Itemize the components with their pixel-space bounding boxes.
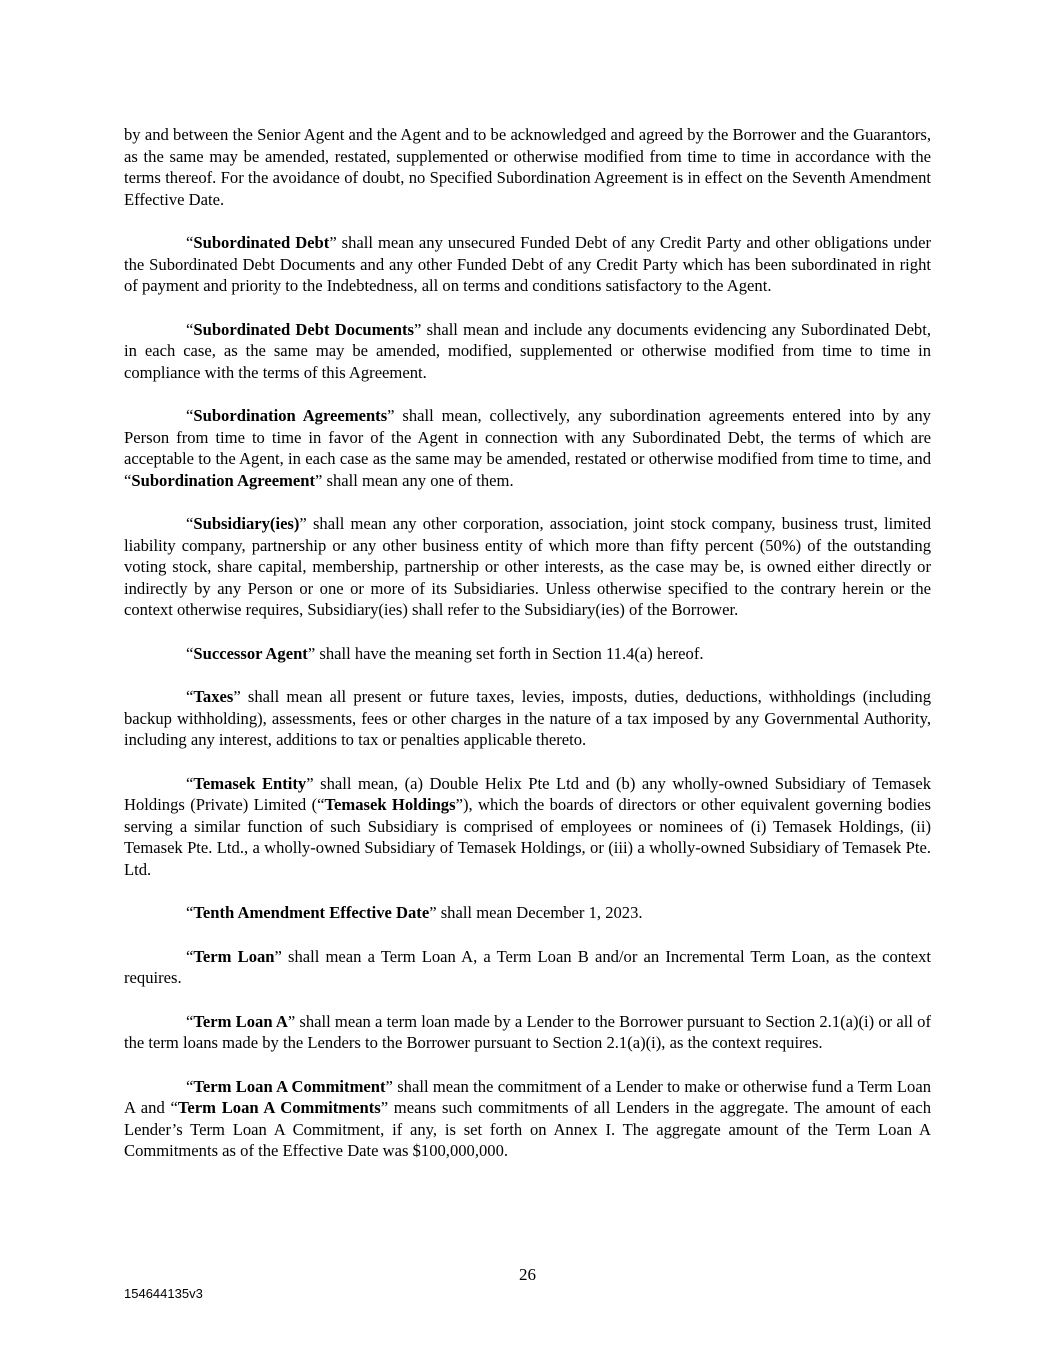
definition-text: “ [186,1011,194,1031]
defined-term: Taxes [193,687,234,706]
definition-text: “ [186,687,194,706]
defined-term: Term Loan A Commitments [177,1098,381,1117]
definition-text: ” shall mean any other corporation, association, joint stock company, business trust, limited liability company, partnership or any other business entity of which more than fifty percent (50%) of the outstanding voting stock, share capital, membership, partnership or other interests, as the case may be, is owned either directly or indirectly by any Person or one or more of its Subsidiaries. Unless otherwise specified to the contrary herein or the context otherwise requires, Subsidiary(ies) shall refer to the Subsidiary(ies) of the Borrower. [124,514,931,619]
definition-text: “ [186,319,194,339]
definition-text: ” shall mean a term loan made by a Lender to the Borrower pursuant to Section 2.1(a)(i) or all of the term loans made by the Lenders to the Borrower pursuant to Section 2.1(a)(i), as the context requires. [124,1011,932,1052]
definition-text: ” shall mean the commitment of a Lender to make or otherwise fund a Term Loan A and “ [124,1076,931,1117]
definition-text: “ [186,903,194,922]
definition-paragraph [124,1011,931,1054]
definition-text: “ [186,946,194,966]
definition-paragraph [124,232,931,297]
definition-text: ” shall mean all present or future taxes, levies, imposts, duties, deductions, withholdings (including backup withholding), assessments, fees or other charges in the nature of a tax imposed by any Governmental Authority, including any interest, additions to tax or penalties applicable thereto. [124,687,931,749]
page-number: 26 [519,1265,536,1284]
definition-paragraph [124,946,931,989]
definition-text: ” shall mean a Term Loan A, a Term Loan B and/or an Incremental Term Loan, as the context requires. [124,946,931,987]
document-id: 154644135v3 [124,1286,203,1301]
definition-paragraph [124,1076,931,1162]
definition-text: ”), which the boards of directors or other equivalent governing bodies serving a similar function of such Subsidiary is comprised of employees or nominees of (i) Temasek Holdings, (ii) Temasek Pte. Ltd., a wholly-owned Subsidiary of Temasek Holdings, or (iii) a wholly-owned Subsidiary of Temasek Pte. Ltd. [124,795,931,879]
definition-paragraph [124,686,931,751]
definition-text: “ [186,406,194,425]
definition-paragraph [124,513,931,621]
defined-term: Temasek Holdings [324,795,456,814]
defined-term: Subordination Agreement [131,470,315,490]
definition-text: by and between the Senior Agent and the Agent and to be acknowledged and agreed by the Borrower and the Guarantors, as the same may be amended, restated, supplemented or otherwise modified from time to time in accordance with the terms thereof. For the avoidance of doubt, no Specified Subordination Agreement is in effect on the Seventh Amendment Effective Date. [124,125,931,209]
defined-term: Successor Agent [193,643,308,663]
definition-text: “ [186,514,194,533]
definition-paragraph [124,773,931,881]
defined-term: Tenth Amendment Effective Date [193,903,430,922]
definition-text: ” shall have the meaning set forth in Section 11.4(a) hereof. [307,643,704,663]
definition-text: “ [186,1076,194,1096]
defined-term: Subordinated Debt Documents [193,319,414,339]
definition-text: ” shall mean and include any documents evidencing any Subordinated Debt, in each case, as the same may be amended, modified, supplemented or otherwise modified from time to time in compliance with the terms of this Agreement. [124,319,931,382]
definition-text: “ [186,643,194,663]
definition-text: ” shall mean any one of them. [315,470,514,490]
defined-term: Term Loan [193,946,275,966]
defined-term: Subordination Agreements [193,406,388,425]
definition-text: ” shall mean December 1, 2023. [429,903,643,922]
definition-text: ” means such commitments of all Lenders in the aggregate. The amount of each Lender’s Term Loan A Commitment, if any, is set forth on Annex I. The aggregate amount of the Term Loan A Commitments as of the Effective Date was $100,000,000. [124,1098,931,1160]
definition-paragraph [124,643,931,665]
definition-text: “ [186,773,194,793]
continued-paragraph [124,124,931,210]
definition-paragraph [124,319,931,384]
definition-text: ” shall mean, collectively, any subordination agreements entered into by any Person from time to time in favor of the Agent in connection with any Subordinated Debt, the terms of which are acceptable to the Agent, in each case as the same may be amended, restated or otherwise modified from time to time, and “ [124,406,931,490]
definition-text: ” shall mean, (a) Double Helix Pte Ltd and (b) any wholly-owned Subsidiary of Temasek Holdings (Private) Limited (“ [124,773,931,814]
defined-term: Term Loan A [193,1011,288,1031]
definition-paragraph [124,902,931,924]
defined-term: Term Loan A Commitment [193,1076,386,1096]
document-body [124,124,931,1184]
definition-paragraph [124,405,931,491]
defined-term: Subsidiary(ies) [193,514,300,533]
definition-text: “ [186,233,194,252]
definition-text: ” shall mean any unsecured Funded Debt of any Credit Party and other obligations under the Subordinated Debt Documents and any other Funded Debt of any Credit Party which has been subordinated in right of payment and priority to the Indebtedness, all on terms and conditions satisfactory to the Agent. [124,233,931,295]
defined-term: Temasek Entity [193,773,307,793]
defined-term: Subordinated Debt [193,233,330,252]
